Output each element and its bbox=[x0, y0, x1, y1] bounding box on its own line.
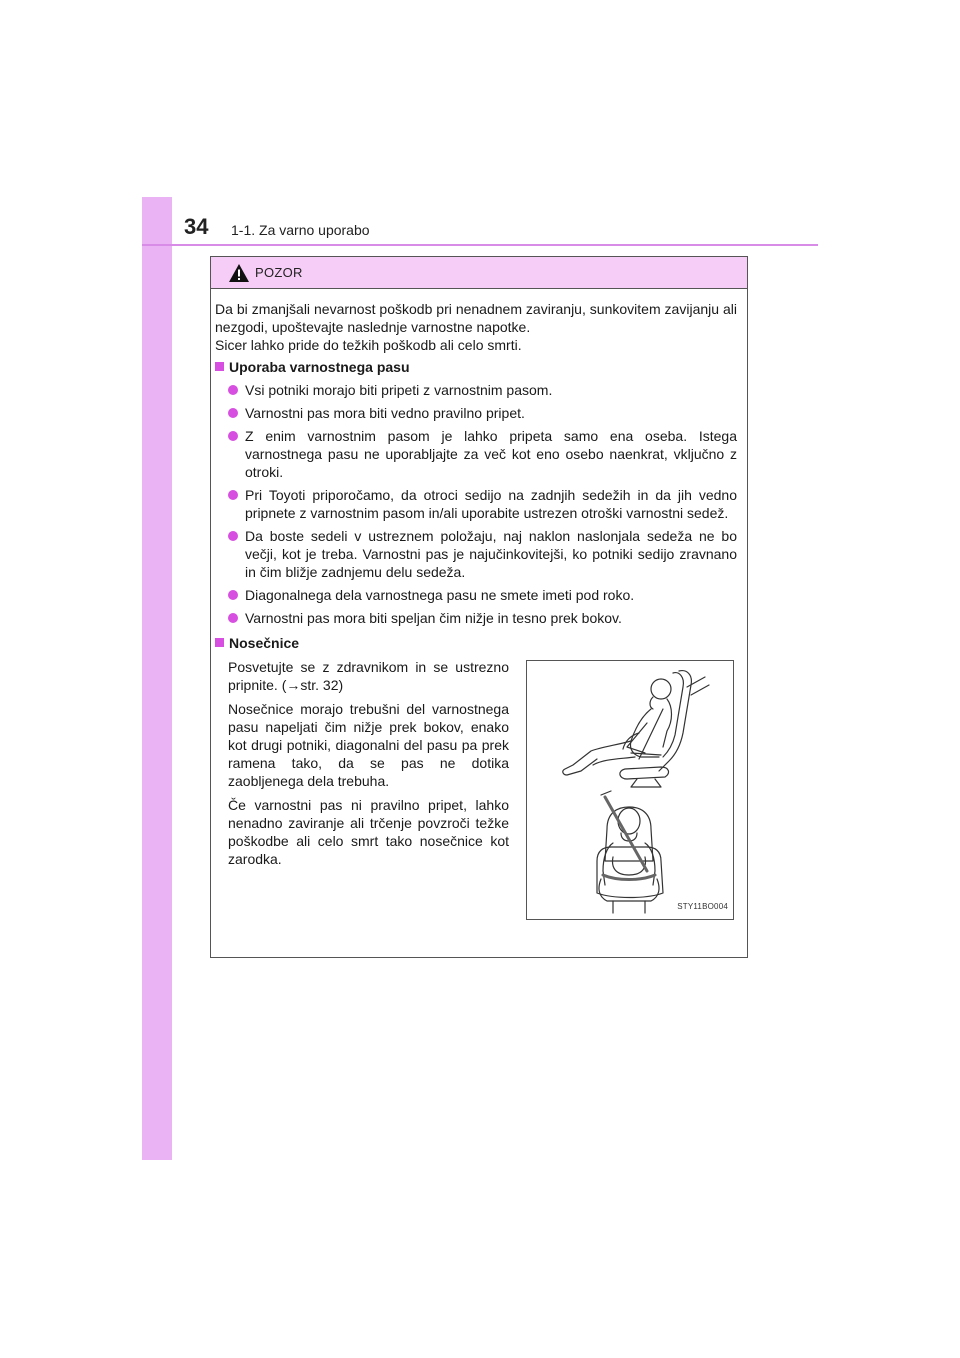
illustration-code: STY11BO004 bbox=[677, 902, 728, 911]
warning-triangle-icon bbox=[228, 263, 250, 283]
paragraph: Nosečnice morajo trebušni del varnostnega pasu napeljati čim nižje prek bokov, enako kot drugi potniki, diagonalni del pasu pa prek ramena tako, da se pas ne dotika zaobljenega dela trebuha. bbox=[228, 701, 509, 789]
section-heading-seatbelt-use bbox=[215, 358, 737, 376]
bullet-list bbox=[215, 381, 737, 627]
bullet-dot-icon bbox=[228, 385, 238, 395]
paragraph: Če varnostni pas ni pravilno pripet, lahko nenadno zaviranje ali trčenje povzroči težke poškodbe ali celo smrt tako nosečnice kot zarodka. bbox=[228, 797, 509, 867]
warning-box bbox=[210, 256, 748, 958]
header-rule bbox=[142, 244, 818, 246]
pregnant-seatbelt-illustration bbox=[526, 660, 734, 920]
list-item bbox=[215, 404, 737, 422]
warning-header bbox=[211, 257, 747, 289]
list-item bbox=[215, 427, 737, 481]
intro-line: Sicer lahko pride do težkih poškodb ali celo smrti. bbox=[215, 337, 522, 353]
warning-content bbox=[211, 289, 747, 948]
page-number: 34 bbox=[184, 214, 209, 239]
bullet-dot-icon bbox=[228, 613, 238, 623]
list-item-text: Pri Toyoti priporočamo, da otroci sedijo na zadnjih sedežih in da jih vedno pripnete z varnostnim pasom in/ali uporabite ustrezen otroški varnostni sedež. bbox=[245, 487, 737, 521]
list-item bbox=[215, 381, 737, 399]
warning-intro bbox=[215, 300, 737, 354]
bullet-dot-icon bbox=[228, 431, 238, 441]
bullet-dot-icon bbox=[228, 408, 238, 418]
list-item-text: Da boste sedeli v ustreznem položaju, naj naklon naslonjala sedeža ne bo večji, kot je treba. Varnostni pas je najučinkovitejši, ko potniki sedijo zravnano in čim bližje zadnjemu delu sedeža. bbox=[245, 528, 737, 580]
illustration-drawing bbox=[527, 661, 733, 919]
warning-label: POZOR bbox=[255, 265, 303, 280]
list-item bbox=[215, 486, 737, 522]
bullet-dot-icon bbox=[228, 590, 238, 600]
intro-line: Da bi zmanjšali nevarnost poškodb pri nenadnem zaviranju, sunkovitem zavijanju ali nezgodi, upoštevajte naslednje varnostne napotke. bbox=[215, 301, 737, 335]
square-bullet-icon bbox=[215, 638, 224, 647]
side-tab bbox=[142, 197, 172, 1160]
bullet-dot-icon bbox=[228, 490, 238, 500]
bullet-dot-icon bbox=[228, 531, 238, 541]
section-heading-text: Nosečnice bbox=[229, 635, 300, 651]
list-item bbox=[215, 527, 737, 581]
section-heading-pregnant-women bbox=[215, 634, 737, 652]
pregnancy-section bbox=[215, 658, 737, 948]
list-item-text: Vsi potniki morajo biti pripeti z varnostnim pasom. bbox=[245, 382, 553, 398]
list-item bbox=[215, 586, 737, 604]
section-title: 1-1. Za varno uporabo bbox=[231, 222, 370, 238]
section-heading-text: Uporaba varnostnega pasu bbox=[229, 359, 410, 375]
list-item-text: Z enim varnostnim pasom je lahko pripeta samo ena oseba. Istega varnostnega pasu ne uporabljajte za več kot eno osebo naenkrat, vključno z otroki. bbox=[245, 428, 737, 480]
paragraph: Posvetujte se z zdravnikom in se ustrezno pripnite. (→str. 32) bbox=[228, 659, 509, 693]
list-item-text: Diagonalnega dela varnostnega pasu ne smete imeti pod roko. bbox=[245, 587, 635, 603]
list-item bbox=[215, 609, 737, 627]
pregnancy-text bbox=[228, 658, 509, 874]
list-item-text: Varnostni pas mora biti speljan čim nižje in tesno prek bokov. bbox=[245, 610, 622, 626]
list-item-text: Varnostni pas mora biti vedno pravilno pripet. bbox=[245, 405, 525, 421]
square-bullet-icon bbox=[215, 362, 224, 371]
